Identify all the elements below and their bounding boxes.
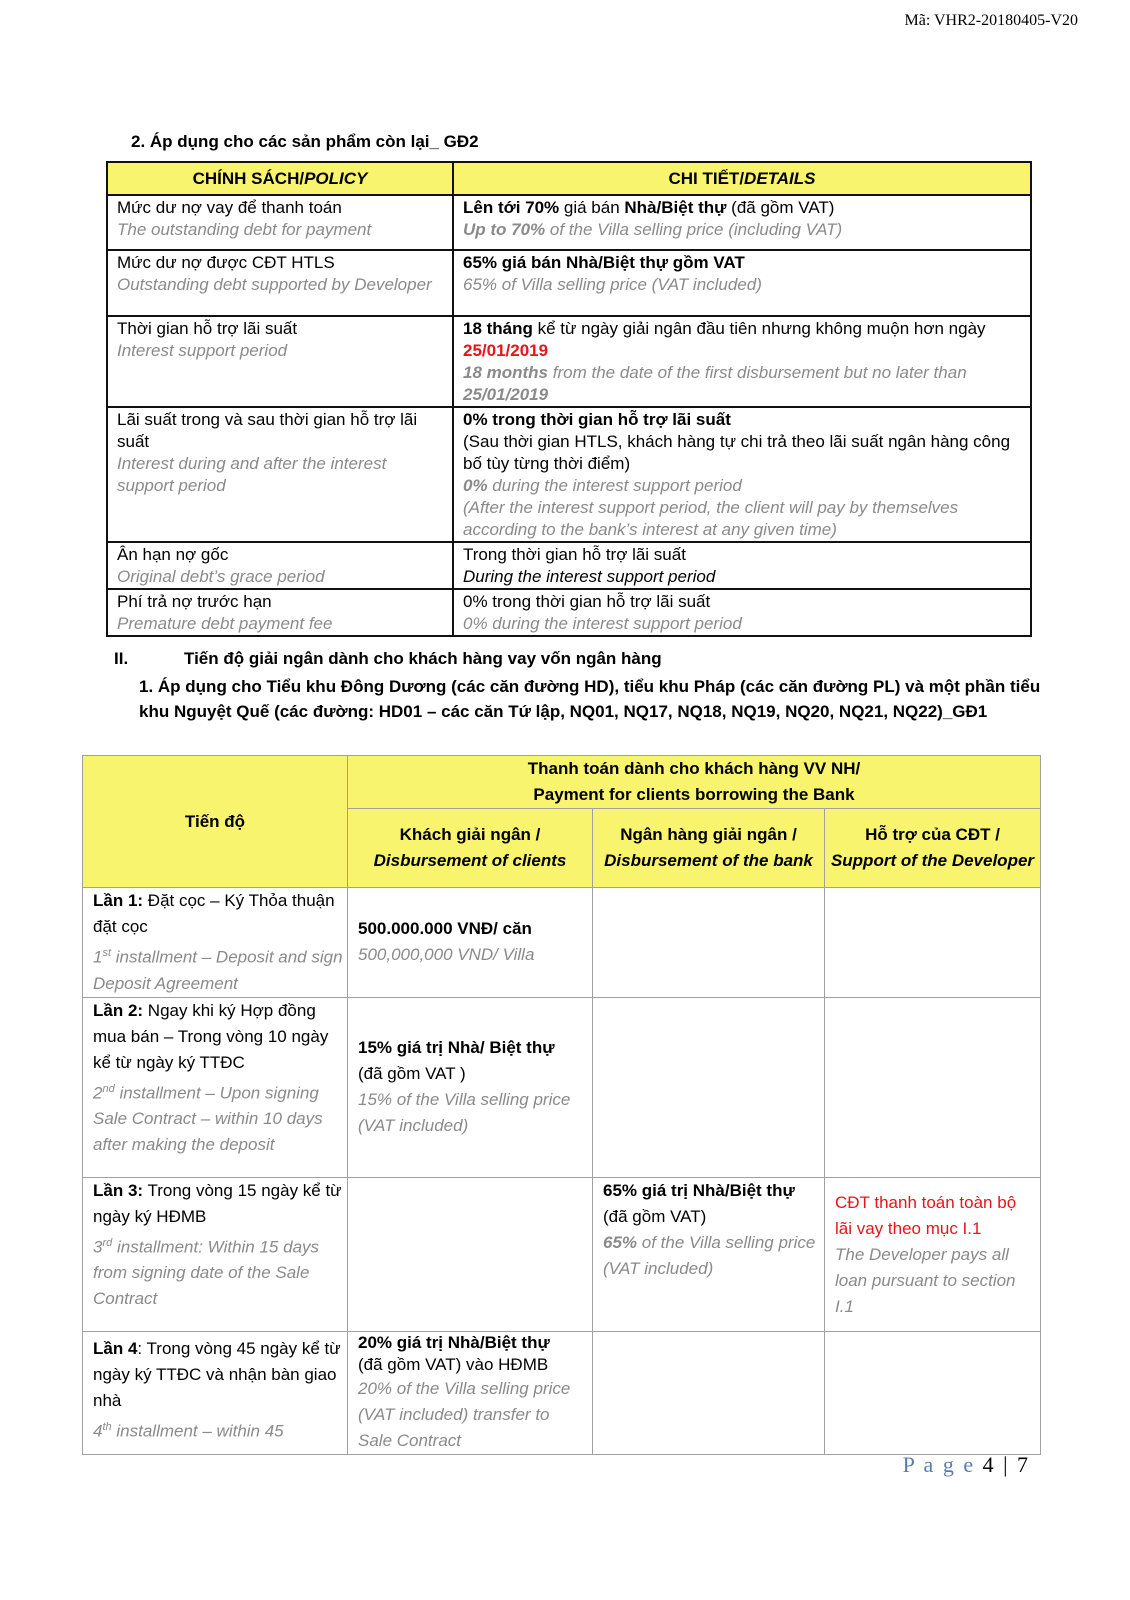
payment-schedule-table	[82, 755, 1041, 1455]
policy-row	[107, 589, 1031, 636]
policy-cell: Mức dư nợ được CĐT HTLS Outstanding debt supported by Developer	[107, 250, 453, 316]
header-policy: CHÍNH SÁCH/POLICY	[107, 162, 453, 195]
policy-header-row	[107, 162, 1031, 195]
details-cell: 18 tháng kể từ ngày giải ngân đầu tiên nhưng không muộn hơn ngày 25/01/2019 18 months from the date of the first disbursement but no later than 25/01/2019	[453, 316, 1031, 407]
client-cell: 500.000.000 VNĐ/ căn 500,000,000 VND/ Villa	[348, 888, 593, 998]
developer-cell	[825, 1331, 1041, 1454]
document-code: Mã: VHR2-20180405-V20	[904, 12, 1078, 29]
payment-row	[83, 888, 1041, 998]
header-progress: Tiến độ	[83, 756, 348, 888]
header-payment-group: Thanh toán dành cho khách hàng VV NH/ Payment for clients borrowing the Bank	[348, 756, 1041, 809]
details-cell: 65% giá bán Nhà/Biệt thự gồm VAT 65% of Villa selling price (VAT included)	[453, 250, 1031, 316]
installment-cell: Lần 4: Trong vòng 45 ngày kể từ ngày ký TTĐC và nhận bàn giao nhà 4th installment – within 45	[83, 1331, 348, 1454]
developer-cell: CĐT thanh toán toàn bộ lãi vay theo mục I.1 The Developer pays all loan pursuant to section I.1	[825, 1177, 1041, 1331]
page-total: 7	[1017, 1452, 1030, 1477]
bank-cell	[593, 888, 825, 998]
payment-row	[83, 1331, 1041, 1454]
bank-cell: 65% giá trị Nhà/Biệt thự (đã gồm VAT) 65% of the Villa selling price (VAT included)	[593, 1177, 825, 1331]
developer-cell	[825, 888, 1041, 998]
header-client-disbursement: Khách giải ngân / Disbursement of clients	[348, 809, 593, 888]
policy-row	[107, 195, 1031, 250]
installment-cell: Lần 2: Ngay khi ký Hợp đồng mua bán – Trong vòng 10 ngày kể từ ngày ký TTĐC 2nd installment – Upon signing Sale Contract – within 10 days after making the deposit	[83, 997, 348, 1177]
details-cell: 0% trong thời gian hỗ trợ lãi suất 0% during the interest support period	[453, 589, 1031, 636]
client-cell: 15% giá trị Nhà/ Biệt thự (đã gồm VAT ) 15% of the Villa selling price (VAT included)	[348, 997, 593, 1177]
policy-cell: Lãi suất trong và sau thời gian hỗ trợ lãi suất Interest during and after the interest support period	[107, 407, 453, 542]
policy-cell: Ân hạn nợ gốc Original debt’s grace period	[107, 542, 453, 589]
bank-cell	[593, 1331, 825, 1454]
page-label: P a g e	[902, 1452, 976, 1477]
details-cell: Lên tới 70% giá bán Nhà/Biệt thự (đã gồm VAT) Up to 70% of the Villa selling price (including VAT)	[453, 195, 1031, 250]
client-cell: 20% giá trị Nhà/Biệt thự (đã gồm VAT) vào HĐMB 20% of the Villa selling price (VAT included) transfer to Sale Contract	[348, 1331, 593, 1454]
policy-cell: Phí trả nợ trước hạn Premature debt payment fee	[107, 589, 453, 636]
header-bank-disbursement: Ngân hàng giải ngân / Disbursement of the bank	[593, 809, 825, 888]
policy-cell: Thời gian hỗ trợ lãi suất Interest support period	[107, 316, 453, 407]
section-II-subheading: 1. Áp dụng cho Tiểu khu Đông Dương (các căn đường HD), tiểu khu Pháp (các căn đường PL) và một phần tiểu khu Nguyệt Quế (các đường: HD01 – các căn Tứ lập, NQ01, NQ17, NQ18, NQ19, NQ20, NQ21, NQ22)_GĐ1	[139, 677, 1041, 721]
policy-table	[106, 161, 1032, 637]
policy-row	[107, 542, 1031, 589]
header-developer-support: Hỗ trợ của CĐT / Support of the Developer	[825, 809, 1041, 888]
page-number: 4	[982, 1452, 996, 1477]
policy-row	[107, 407, 1031, 542]
page-separator: |	[1003, 1452, 1010, 1477]
installment-cell: Lần 3: Trong vòng 15 ngày kể từ ngày ký HĐMB 3rd installment: Within 15 days from signing date of the Sale Contract	[83, 1177, 348, 1331]
payment-row	[83, 997, 1041, 1177]
policy-row	[107, 250, 1031, 316]
developer-cell	[825, 997, 1041, 1177]
bank-cell	[593, 997, 825, 1177]
installment-cell: Lần 1: Đặt cọc – Ký Thỏa thuận đặt cọc 1st installment – Deposit and sign Deposit Agreement	[83, 888, 348, 998]
payment-row	[83, 1177, 1041, 1331]
page-footer	[903, 1452, 1030, 1478]
payment-header-row	[83, 756, 1041, 809]
header-details: CHI TIẾT/DETAILS	[453, 162, 1031, 195]
details-cell: 0% trong thời gian hỗ trợ lãi suất (Sau thời gian HTLS, khách hàng tự chi trả theo lãi suất ngân hàng công bố tùy từng thời điểm) 0% during the interest support period (After the interest support period, the client will pay by themselves according to the bank’s interest at any given time)	[453, 407, 1031, 542]
policy-cell: Mức dư nợ vay để thanh toán The outstanding debt for payment	[107, 195, 453, 250]
section-II-number: II.	[114, 649, 129, 668]
client-cell	[348, 1177, 593, 1331]
section-2-heading: 2. Áp dụng cho các sản phẩm còn lại_ GĐ2	[131, 132, 479, 151]
details-cell: Trong thời gian hỗ trợ lãi suất During the interest support period	[453, 542, 1031, 589]
policy-row	[107, 316, 1031, 407]
section-II-title: Tiến độ giải ngân dành cho khách hàng vay vốn ngân hàng	[184, 649, 662, 668]
